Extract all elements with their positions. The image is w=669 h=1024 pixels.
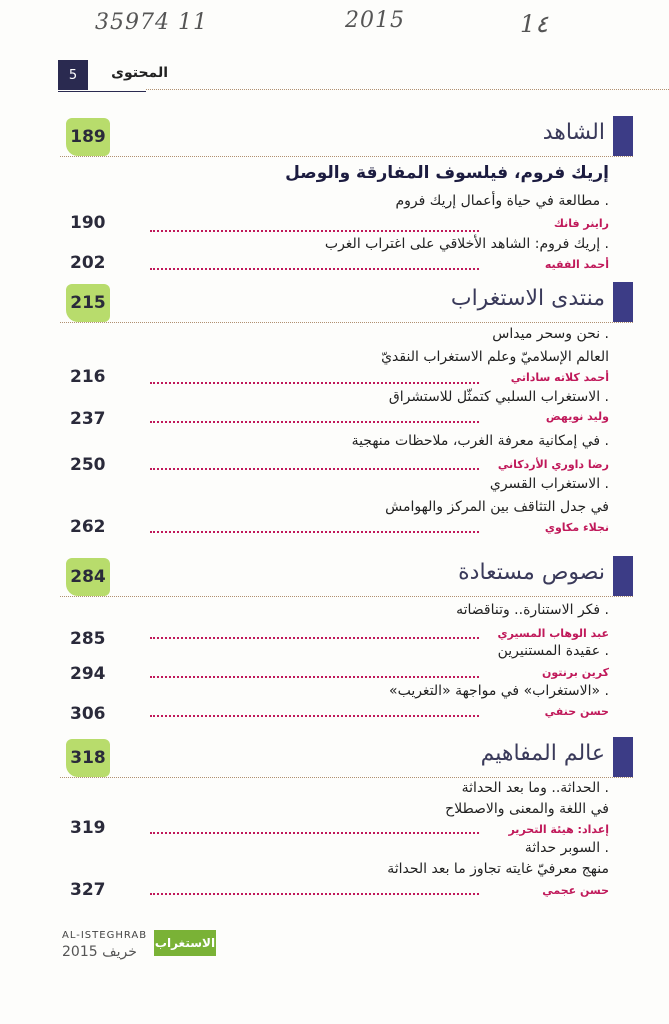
- entry-title: . نحن وسحر ميداس: [492, 326, 609, 342]
- section-marker: [613, 737, 633, 777]
- entry-title: . الاستغراب القسري: [489, 476, 609, 492]
- leader-dots: [150, 268, 479, 270]
- entry-page-number: 250: [70, 455, 106, 475]
- section-page-box: 318: [66, 739, 110, 777]
- entry-author: حسن عجمي: [542, 884, 609, 897]
- entry-author: كرين برنتون: [542, 666, 609, 679]
- leader-dots: [150, 676, 479, 678]
- entry-author: إعداد: هيئة التحرير: [508, 823, 609, 836]
- entry-page-number: 285: [70, 629, 106, 649]
- entry-title: . مطالعة في حياة وأعمال إريك فروم: [395, 193, 609, 209]
- section-divider: [60, 777, 633, 778]
- page-number-badge: 5: [58, 60, 88, 90]
- issue-season: خريف 2015: [62, 944, 137, 960]
- entry-page-number: 237: [70, 409, 106, 429]
- entry-title: . فكر الاستنارة.. وتناقضاته: [456, 602, 609, 618]
- entry-page-number: 190: [70, 213, 106, 233]
- entry-page-number: 306: [70, 704, 106, 724]
- leader-dots: [150, 531, 479, 533]
- entry-title: . السوبر حداثة: [524, 840, 609, 856]
- entry-title: منهج معرفيّ غايته تجاوز ما بعد الحداثة: [387, 861, 609, 877]
- leader-dots: [150, 832, 479, 834]
- entry-page-number: 262: [70, 517, 106, 537]
- leader-dots: [150, 893, 479, 895]
- leader-dots: [150, 421, 479, 423]
- page-title: المحتوى: [111, 65, 168, 81]
- leader-dots: [150, 230, 479, 232]
- handwritten-issue: 1٤: [520, 10, 549, 38]
- leader-dots: [150, 715, 479, 717]
- section-divider: [60, 322, 633, 323]
- handwritten-year: 2015: [345, 8, 405, 33]
- section-title: نصوص مستعادة: [458, 560, 605, 585]
- leader-dots: [150, 382, 479, 384]
- header-divider: [146, 89, 669, 90]
- entry-author: رضا داوري الأردكاني: [497, 458, 609, 471]
- magazine-logo: الاستغراب: [154, 930, 216, 956]
- entry-author: حسن حنفي: [544, 705, 609, 718]
- section-title: الشاهد: [542, 120, 605, 145]
- entry-author: أحمد كلاته ساداتي: [510, 371, 609, 384]
- article-subtitle: إريك فروم، فيلسوف المفارقة والوصل: [285, 163, 609, 183]
- section-page-box: 284: [66, 558, 110, 596]
- entry-title: . الحداثة.. وما بعد الحداثة: [461, 780, 609, 796]
- entry-page-number: 294: [70, 664, 106, 684]
- entry-title: . في إمكانية معرفة الغرب، ملاحظات منهجية: [351, 433, 609, 449]
- entry-title: في اللغة والمعنى والاصطلاح: [445, 801, 609, 817]
- leader-dots: [150, 468, 479, 470]
- section-marker: [613, 116, 633, 156]
- entry-title: العالم الإسلاميّ وعلم الاستغراب النقديّ: [381, 349, 609, 365]
- entry-page-number: 202: [70, 253, 106, 273]
- section-marker: [613, 556, 633, 596]
- section-title: عالم المفاهيم: [480, 741, 605, 766]
- entry-author: راينر فانك: [553, 217, 609, 230]
- entry-title: . الاستغراب السلبي كتمثّل للاستشراق: [388, 389, 609, 405]
- section-divider: [60, 156, 633, 157]
- section-page-box: 189: [66, 118, 110, 156]
- entry-author: نجلاء مكاوي: [544, 521, 609, 534]
- handwritten-id: 35974 11: [95, 10, 208, 35]
- section-divider: [60, 596, 633, 597]
- entry-author: عبد الوهاب المسيري: [497, 627, 609, 640]
- entry-author: أحمد الفقيه: [544, 258, 609, 271]
- entry-title: في جدل التثاقف بين المركز والهوامش: [385, 499, 609, 515]
- entry-page-number: 319: [70, 818, 106, 838]
- leader-dots: [150, 637, 479, 639]
- header-underline: [58, 91, 146, 92]
- entry-title: . عقيدة المستنيرين: [497, 643, 609, 659]
- entry-title: . إريك فروم: الشاهد الأخلاقي على اغتراب الغرب: [324, 236, 609, 252]
- magazine-name-latin: AL-ISTEGHRAB: [62, 930, 148, 941]
- section-marker: [613, 282, 633, 322]
- page-header: [58, 60, 669, 92]
- section-page-box: 215: [66, 284, 110, 322]
- section-title: منتدى الاستغراب: [450, 286, 605, 311]
- entry-title: . «الاستغراب» في مواجهة «التغريب»: [389, 683, 609, 699]
- entry-page-number: 327: [70, 880, 106, 900]
- entry-page-number: 216: [70, 367, 106, 387]
- entry-author: وليد نويهض: [545, 410, 609, 423]
